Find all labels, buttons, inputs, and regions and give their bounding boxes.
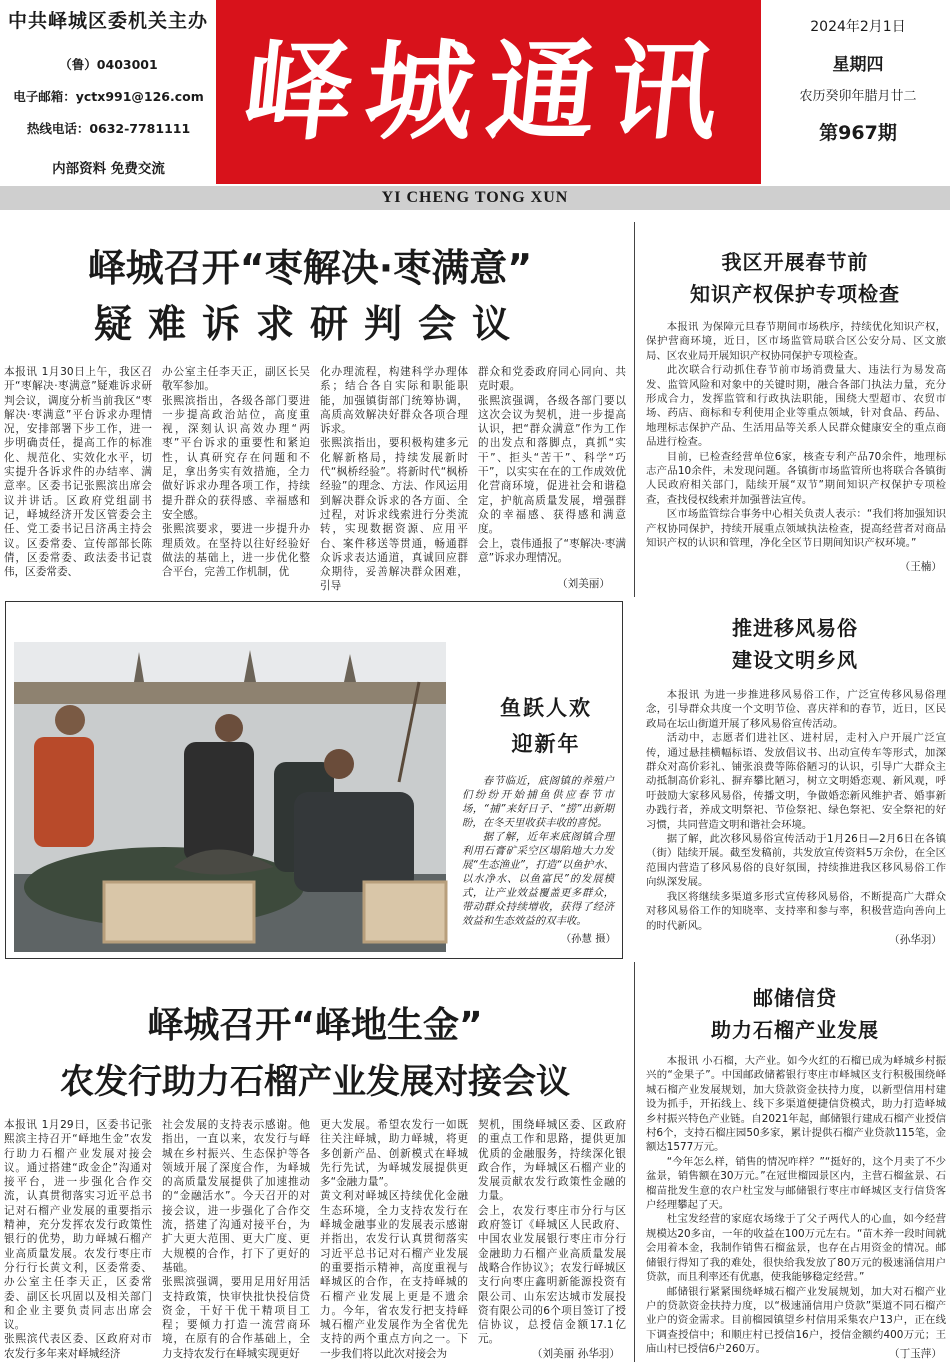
right1-title-line2: 知识产权保护专项检查 [690, 282, 900, 306]
right2-title-line1: 推进移风易俗 [732, 616, 858, 640]
header-right-info [772, 16, 944, 145]
masthead-title: 峄城通讯 [237, 29, 740, 155]
right2-body [646, 688, 946, 932]
article1-column-3: 化办理流程，构建科学办理体系；结合各自实际和职能职能，加强镇街部门统筹协调，高质高效解决好群众各项合理诉求。 张熙滨指出，要积极构建多元化解新格局，持续发展新时代“枫桥经验”。将新时代“枫桥经验”的理念、方法、作风运用到解决群众诉求的各方面、全过程，对诉求线索进行分类流转，实现数据资源、应用平台、案件移送等贯通，畅通群众诉求表达通道，真诚回应群众期待，妥善解决群众困难，引导 [320, 366, 468, 593]
article2-column-3: 更大发展。希望农发行一如既往关注峄城，助力峄城，将更多创新产品、创新模式在峄城先行先试，为峄城发展提供更多“金融力量”。 黄文利对峄城区持续优化金融生态环境，全力支持农发行在峄城金融事业的发展表示感谢并指出，农发行认真贯彻落实习近平总书记对石榴产业发展的重要指示精神，高度重视与峄城区的合作，在支持峄城的石榴产业发展上更是不遗余力。今年，省农发行把支持峄城石榴产业发展作为全省优先支持的两个重点方向之一。下一步我们将以此次对接会为 [320, 1119, 468, 1360]
issue-date: 2024年2月1日 [810, 19, 906, 35]
right3-paragraph: 本报讯 小石榴，大产业。如今火红的石榴已成为峄城乡村振兴的“金果子”。中国邮政储蓄银行枣庄市峄城区支行积极围绕峄城石榴产业发展规划，加大贷款资金扶持力度，以新型信用村建设为抓手，开拓线上、线下多渠道便捷信贷模式，助力打造峄城乡村振兴特色产业链。自2021年起，邮储银行建成石榴产业授信村6个，支持石榴庄园50多家，累计提供石榴产业贷款115笔，金额达1577万元。 [646, 1055, 946, 1154]
sponsor-org: 中共峄城区委机关主办 [8, 10, 209, 32]
right1-title-line1: 我区开展春节前 [721, 250, 869, 274]
right2-byline: （孙华羽） [889, 934, 942, 946]
right3-title-line2: 助力石榴产业发展 [711, 1018, 879, 1042]
right1-byline: （王楠） [899, 561, 942, 573]
photo-feature [5, 601, 623, 959]
article2-column-2: 社会发展的支持表示感谢。他指出，一直以来，农发行与峄城在乡村振兴、生态保护等各领域开展了深度合作，为峄城的高质量发展提供了加速推动的“金融活水”。今天召开的对接会议，进一步强化了合作交流，搭建了沟通对接平台，为扩大更大范围、更大广度、更大规模的合作，打下了更好的基础。 张熙滨强调，要用足用好用活支持政策，快审快批快投信贷资金，干好干优干精项目工程；要倾力打造一流营商环境，在原有的合作基础上，全力支持农发行在峄城实现更好 [162, 1119, 310, 1360]
right1-paragraph: 此次联合行动抓住春节前市场消费量大、违法行为易发高发、监管风险和对象中的关键时期，融合各部门执法力量，充分形成合力，发挥监管和行政执法职能，围绕大型超市、农贸市场、药店、商标和专利使用企业等重点领域，针对食品、药品、地理标志保护产品、生活用品等关系人民群众健康安全的重点商品进行检查。 [646, 364, 946, 449]
right1-headline [645, 246, 945, 310]
column-divider [634, 962, 635, 1362]
article1-column-4: 群众和党委政府同心同向、共克时艰。 张熙滨强调，各级各部门要以这次会议为契机，进一步提高认识，把“群众满意”作为工作的出发点和落脚点，真抓“实干”、拒头“苦干”、科学“巧干”，以实实在在的工作成效优化营商环境，促进社会和谐稳定，护航高质量发展，增强群众的幸福感、获得感和满意度。 会上，袁伟通报了“枣解决·枣满意”诉求办理情况。 [478, 366, 626, 564]
right2-paragraph: 本报讯 为进一步推进移风易俗工作，广泛宣传移风易俗理念，引导群众共度一个文明节俭、喜庆祥和的春节，近日，区民政局在坛山街道开展了移风易俗宣传活动。 [646, 689, 946, 730]
article2-column-4: 契机，围绕峄城区委、区政府的重点工作和思路，提供更加优质的金融服务，持续深化银政合作，为峄城区石榴产业的发展贡献农发行政策性金融的力量。 会上，农发行枣庄市分行与区政府签订《峄城区人民政府、中国农业发展银行枣庄市分行金融助力石榴产业高质量发展战略合作协议》；农发行峄城区支行向枣庄鑫明新能源投资有限公司、山东宏达城市发展投资有限公司的6个项目签订了授信协议，总授信金额17.1亿元。 [478, 1119, 626, 1346]
lunar-date: 农历癸卯年腊月廿二 [799, 89, 917, 104]
photo-caption [476, 690, 616, 762]
right1-paragraph: 目前，已检查经营单位6家，核查专利产品70余件，地理标志产品10余件，未发现问题。各镇街市场监管所也将联合各镇街人民政府相关部门，陆续开展“双节”期间知识产权保护专项检查，查找侵权线索并加强普法宣传。 [646, 450, 946, 506]
phone: 热线电话：0632-7781111 [26, 121, 191, 136]
photo-caption-paragraph: 春节临近，底阁镇的养殖户们纷纷开始捕鱼供应春节市场，“捕”来好日子、“捞”出新期盼，在冬天里收获丰收的喜悦。 [462, 775, 614, 829]
article2-column-1: 本报讯 1月29日，区委书记张熙滨主持召开“峄地生金”农发行助力石榴产业发展对接会议。通过搭建“政金企”沟通对接平台，进一步强化合作交流，认真贯彻落实习近平总书记对石榴产业发展的重要指示精神，充分发挥农发行政策性银行的优势，助力峄城石榴产业高质量发展。农发行枣庄市分行行长黄文利，区委常委、办公室主任李天正，区委常委、副区长巩固以及相关部门和企业主要负责同志出席会议。 张熙滨代表区委、区政府对市农发行多年来对峄城经济 [4, 1119, 152, 1360]
photo-byline: （孙慧 摄） [560, 933, 616, 945]
right1-body [646, 320, 946, 556]
masthead [216, 0, 761, 184]
photo-caption-title1: 鱼跃人欢 [500, 695, 592, 720]
right3-byline: （丁玉萍） [889, 1348, 942, 1360]
article2-byline: （刘美丽 孙华羽） [531, 1348, 620, 1360]
right3-headline [645, 982, 945, 1046]
weekday: 星期四 [832, 55, 884, 75]
right2-paragraph: 据了解，此次移风易俗宣传活动于1月26日—2月6日在各镇（街）陆续开展。截至发稿前，共发放宣传资料5万余份，在全区范围内营造了移风易俗的良好氛围，持续推进我区移风易俗工作向纵深发展。 [646, 833, 946, 889]
column-divider [634, 222, 635, 597]
article2-title-line1: 峄城召开“峄地生金” [147, 1005, 483, 1046]
article1-byline: （刘美丽） [557, 578, 610, 590]
email: 电子邮箱：yctx991@126.com [13, 89, 204, 104]
article1-title-line2: 疑难诉求研判会议 [93, 302, 526, 346]
photo-caption-paragraph: 据了解，近年来底阁镇合理利用石膏矿采空区塌陷地大力发展“生态渔业”，打造“以鱼护水、以水净水、以鱼富民”的发展模式，让产业效益覆盖更多群众，带动群众持续增收，获得了经济效益和生态效益的双丰收。 [462, 831, 614, 927]
article2-headline [4, 1002, 626, 1106]
publication-code: （鲁）0403001 [59, 57, 158, 72]
article1-column-2: 办公室主任李天正，副区长吴敬军参加。 张熙滨指出，各级各部门要进一步提高政治站位，高度重视，深刻认识高效办理“两枣”平台诉求的重要性和紧迫性，认真研究存在问题和不足，拿出务实有效措施，全力做好诉求办理各项工作，持续提升群众的获得感、幸福感和安全感。 张熙滨要求，要进一步提升办理质效。在坚持以往好经验好做法的基础上，进一步优化整合平台，完善工作机制，优 [162, 366, 310, 579]
issue-number: 第967期 [819, 122, 897, 144]
right3-paragraph: 邮储银行紧紧围绕峄城石榴产业发展规划，加大对石榴产业户的贷款资金扶持力度，以“极速涌信用户贷款”渠道不同石榴产业户的资金需求。目前榴园镇望乡村信用采集农户13户，正在线下调查授信中；和顺庄村已授信16户，授信金额约400万元；王庙山村已授信6户260万。 [646, 1285, 946, 1356]
header-left-info [6, 4, 211, 184]
right1-paragraph: 本报讯 为保障元旦春节期间市场秩序，持续优化知识产权，保护营商环境，近日，区市场监管局联合区公安分局、区文旅局、区农业局开展知识产权协同保护专项检查。 [646, 321, 946, 362]
fishing-photo [14, 642, 446, 952]
article1-headline [10, 242, 610, 350]
article1-title-line1: 峄城召开“枣解决·枣满意” [87, 246, 533, 290]
right3-title-line1: 邮储信贷 [753, 986, 837, 1010]
photo-caption-body [462, 774, 614, 928]
right3-paragraph: 杜宝发经营的家庭农场缘于了父子两代人的心血，如今经营规模达20多亩，一年的收益在100万元左右。“苗木养一段时间就会用着本金，我制作销售石榴盆景，也存在占用资金的情况。邮储银行得知了我的难处，很快给我发放了80万元的极速涌信用户贷款，而且利率还有优惠，使我能够稳定经营。” [646, 1213, 946, 1284]
fishing-scene-illustration [14, 642, 446, 952]
photo-caption-title2: 迎新年 [511, 731, 581, 756]
right2-title-line2: 建设文明乡风 [732, 648, 858, 672]
right2-paragraph: 我区将继续多渠道多形式宣传移风易俗，不断提高广大群众对移风易俗工作的知晓率、支持率和参与率，积极营造向善向上的时代新风。 [646, 890, 946, 932]
right1-paragraph: 区市场监管综合事务中心相关负责人表示：“我们将加强知识产权协同保护，持续开展重点领域执法检查，提高经营者对商品知识产权的认识和管理，净化全区节日期间知识产权环境。” [646, 508, 946, 550]
right3-paragraph: “今年怎么样，销售的情况咋样？”“挺好的，这个月卖了不少盆景，销售额在30万元。”在冠世榴园景区内，主营石榴盆景、石榴苗批发生意的农户杜宝发与邮储银行枣庄市峄城区支行信贷客户经理攀起了天。 [646, 1155, 946, 1212]
right2-headline [645, 612, 945, 676]
distribution-note: 内部资料 免费交流 [52, 161, 165, 177]
article1-column-1: 本报讯 1月30日上午，我区召开“枣解决·枣满意”疑难诉求研判会议，调度分析当前我区“枣解决·枣满意”平台诉求办理情况，安排部署下步工作，进一步明确责任，提高工作的标准化、规范化、实效化水平，切实提升各诉求件的办结率、满意率。区委书记张熙滨出席会议并讲话。区政府党组副书记，峄城经济开发区管委会主任、党工委书记吕济禹主持会议。区委常委、宣传部部长陈倩，区委常委、政法委书记袁伟，区委常委、 [4, 366, 152, 579]
article2-title-line2: 农发行助力石榴产业发展对接会议 [60, 1062, 570, 1102]
pinyin-bar: YI CHENG TONG XUN [0, 186, 950, 210]
right2-paragraph: 活动中，志愿者们进社区、进村居，走村入户开展广泛宣传，通过悬挂横幅标语、发放倡议书、出动宣传车等形式，加深群众对高价彩礼、铺张浪费等陈俗陋习的认识，引导广大群众主动抵制高价彩礼、摒弃攀比陋习，树立文明婚恋观、新风观，呼吁鼓励大家移风易俗，传播文明，争做婚恋新风维护者、婚事新办践行者，养成文明祭祀、节俭祭祀、绿色祭祀、安全祭祀的好习惯，共同营造文明和谐社会环境。 [646, 732, 946, 831]
